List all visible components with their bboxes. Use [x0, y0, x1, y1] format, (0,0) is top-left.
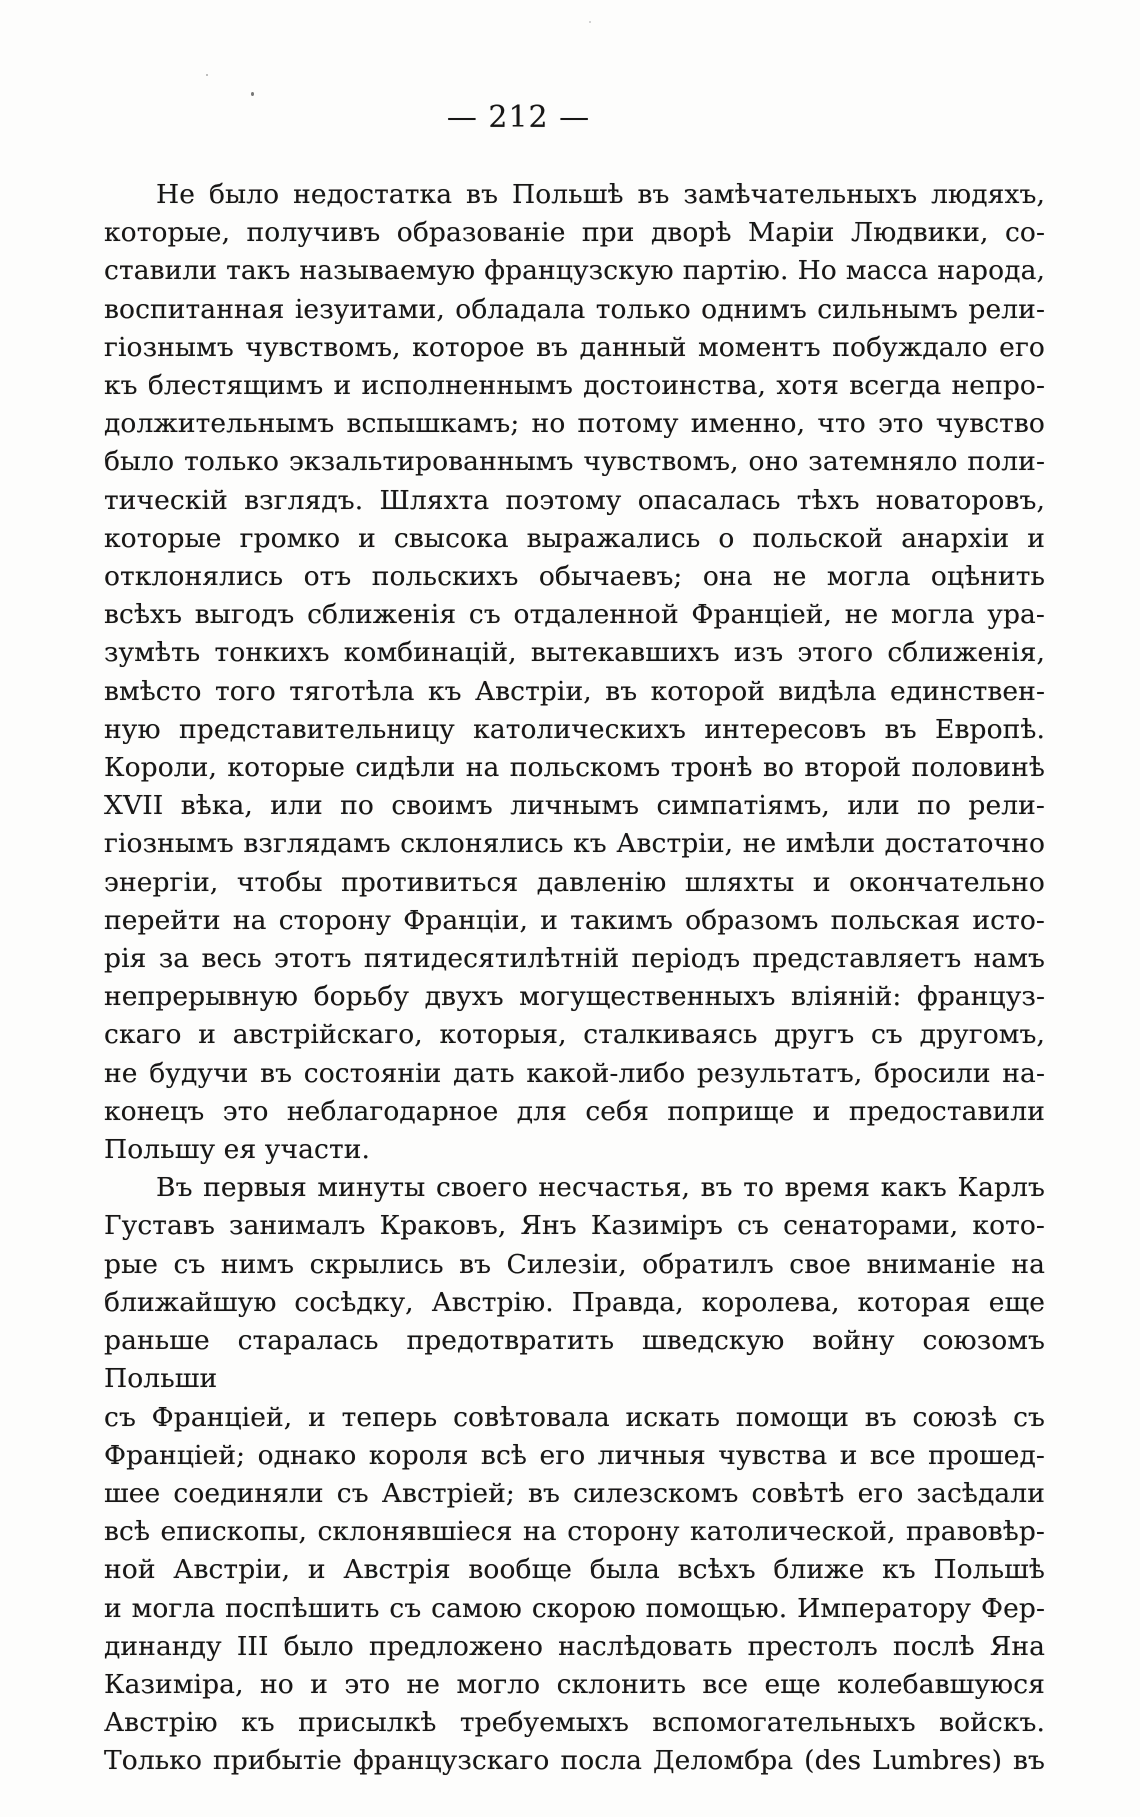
text-line: всѣхъ выгодъ сближенія съ отдаленной Франціей, не могла ура- [104, 599, 1045, 631]
text-line: было только экзальтированнымъ чувствомъ, оно затемняло поли- [104, 446, 1045, 478]
dust-speck [589, 21, 591, 23]
text-line: Въ первыя минуты своего несчастья, въ то время какъ Карлъ [156, 1172, 1045, 1204]
text-line: къ блестящимъ и исполненнымъ достоинства, хотя всегда непро- [104, 370, 1045, 402]
text-line: Казиміра, но и это не могло склонить все еще колебавшуюся [104, 1668, 1045, 1700]
text-line: Австрію къ присылкѣ требуемыхъ вспомогательныхъ войскъ. [104, 1707, 1045, 1739]
text-line: шее соединяли съ Австріей; въ силезскомъ совѣтѣ его засѣдали [104, 1477, 1045, 1509]
text-line: Франціей; однако короля всѣ его личныя чувства и все прошед- [104, 1439, 1045, 1471]
text-line: Польшу ея участи. [104, 1134, 371, 1166]
text-line: воспитанная іезуитами, обладала только однимъ сильнымъ рели- [104, 293, 1045, 325]
text-line: динанду III было предложено наслѣдовать престолъ послѣ Яна [104, 1630, 1045, 1662]
text-line: Только прибытіе французскаго посла Деломбра (des Lumbres) въ [104, 1745, 1045, 1777]
text-line: раньше старалась предотвратить шведскую войну союзомъ Польши [104, 1325, 1045, 1395]
text-line: Густавъ занималъ Краковъ, Янъ Казиміръ съ сенаторами, кото- [104, 1210, 1045, 1242]
text-line: конецъ это неблагодарное для себя поприще и предоставили [104, 1095, 1045, 1127]
text-line: ную представительницу католическихъ интересовъ въ Европѣ. [104, 713, 1045, 745]
text-line: гіознымъ чувствомъ, которое въ данный моментъ побуждало его [104, 331, 1045, 363]
text-line: съ Франціей, и теперь совѣтовала искать помощи въ союзѣ съ [104, 1401, 1045, 1433]
text-line: энергіи, чтобы противиться давленію шляхты и окончательно [104, 866, 1045, 898]
text-line: рые съ нимъ скрылись въ Силезіи, обратилъ свое вниманіе на [104, 1248, 1045, 1280]
paragraph [104, 1169, 1045, 1780]
text-line: рія за весь этотъ пятидесятилѣтній періодъ представляетъ намъ [104, 943, 1045, 975]
text-line: и могла поспѣшить съ самою скорою помощью. Императору Фер- [104, 1592, 1045, 1624]
text-line: отклонялись отъ польскихъ обычаевъ; она не могла оцѣнить [104, 561, 1045, 593]
text-line: не будучи въ состояніи дать какой-либо результатъ, бросили на- [104, 1057, 1045, 1089]
text-line: которые, получивъ образованіе при дворѣ Маріи Людвики, со- [104, 217, 1045, 249]
text-line: ставили такъ называемую французскую партію. Но масса народа, [104, 255, 1045, 287]
text-block [104, 176, 1045, 1781]
text-line: перейти на сторону Франціи, и такимъ образомъ польская исто- [104, 904, 1045, 936]
text-line: должительнымъ вспышкамъ; но потому именно, что это чувство [104, 408, 1045, 440]
page-number: — 212 — [446, 100, 591, 135]
text-line: Не было недостатка въ Польшѣ въ замѣчательныхъ людяхъ, [156, 179, 1045, 210]
text-line: Короли, которые сидѣли на польскомъ тронѣ во второй половинѣ [104, 752, 1045, 784]
text-line: всѣ епископы, склонявшіеся на сторону католической, правовѣр- [104, 1516, 1045, 1548]
text-line: гіознымъ взглядамъ склонялись къ Австріи, не имѣли достаточно [104, 828, 1045, 860]
text-line: ной Австріи, и Австрія вообще была всѣхъ ближе къ Польшѣ [104, 1554, 1045, 1586]
text-line: непрерывную борьбу двухъ могущественныхъ вліяній: француз- [104, 981, 1045, 1013]
text-line: которые громко и свысока выражались о польской анархіи и [104, 522, 1045, 554]
text-line: скаго и австрійскаго, которыя, сталкиваясь другъ съ другомъ, [104, 1019, 1045, 1051]
dust-speck [206, 74, 208, 76]
text-line: тическій взглядъ. Шляхта поэтому опасалась тѣхъ новаторовъ, [104, 484, 1045, 516]
text-line: ближайшую сосѣдку, Австрію. Правда, королева, которая еще [104, 1286, 1045, 1318]
text-line: XVII вѣка, или по своимъ личнымъ симпатіямъ, или по рели- [104, 790, 1045, 822]
text-line: вмѣсто того тяготѣла къ Австріи, въ которой видѣла единствен- [104, 675, 1045, 707]
text-line: зумѣть тонкихъ комбинацій, вытекавшихъ изъ этого сближенія, [104, 637, 1045, 669]
dust-speck [251, 92, 254, 96]
paragraph [104, 176, 1045, 1169]
